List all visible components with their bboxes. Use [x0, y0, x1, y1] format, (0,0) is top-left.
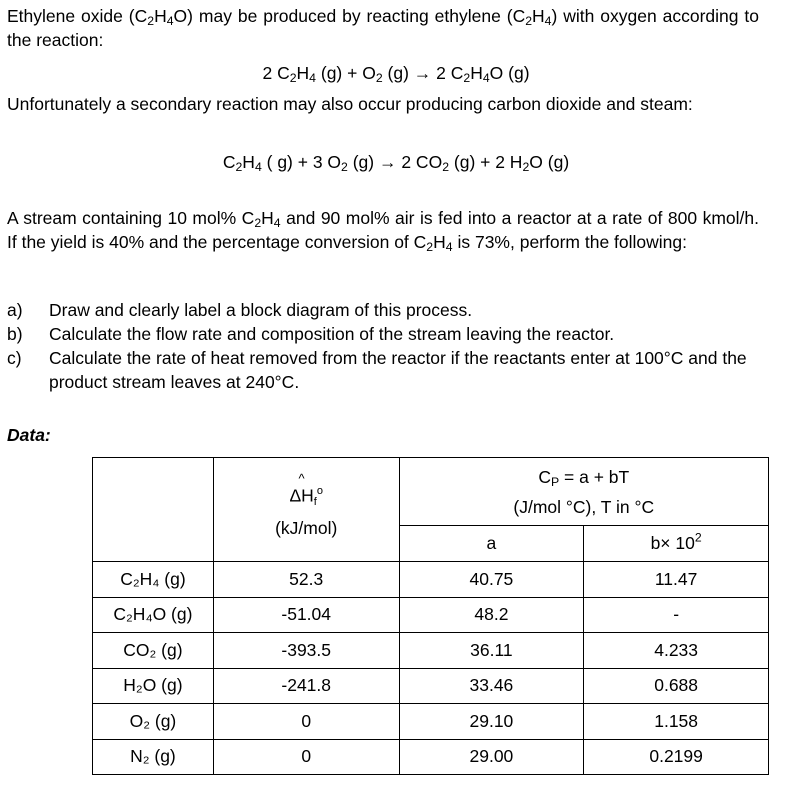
secondary-reaction-equation: $C_2H_4$ ( g) + 3 $O_2$ (g) → 2 $CO_2$ (g) + 2 $H_2O$ (g) — [222, 152, 570, 175]
cp-a-cell: 29.00 — [399, 739, 584, 775]
species-cell: O₂ (g) — [93, 704, 214, 740]
table-row — [93, 633, 769, 669]
cp-b-cell: 4.233 — [584, 633, 769, 669]
cp-a-cell: 48.2 — [399, 597, 584, 633]
species-cell: N₂ (g) — [93, 739, 214, 775]
species-cell: C₂H₄O (g) — [93, 597, 214, 633]
cp-a-cell: 36.11 — [399, 633, 584, 669]
table-row — [93, 739, 769, 775]
delta-h-formation-symbol: ΔH ^ $f^o$ — [289, 471, 323, 508]
enthalpy-cell: 0 — [213, 739, 399, 775]
enthalpy-cell: -241.8 — [213, 668, 399, 704]
enthalpy-header: ΔH ^ $f^o$ (kJ/mol) — [213, 458, 399, 562]
cp-a-cell: 29.10 — [399, 704, 584, 740]
cp-b-cell: 11.47 — [584, 562, 769, 598]
cp-header: $C_P = a$ + bT (J/mol °C), T in °C — [399, 458, 768, 526]
cp-b-header: $b\times 10^2$ — [584, 526, 769, 562]
task-list — [7, 298, 767, 394]
cp-a-header: a — [399, 526, 584, 562]
species-header — [93, 458, 214, 562]
data-table — [92, 457, 769, 775]
table-row — [93, 704, 769, 740]
task-item: b) Calculate the flow rate and composition of the stream leaving the reactor. — [7, 324, 615, 344]
task-item: a) Draw and clearly label a block diagram of this process. — [7, 300, 473, 320]
enthalpy-cell: -393.5 — [213, 633, 399, 669]
intro-paragraph: Ethylene oxide $(C_2H_4O)$ may be produced by reacting ethylene $(C_2H_4)$ with oxygen according to the reaction: — [7, 6, 759, 50]
species-cell: CO₂ (g) — [93, 633, 214, 669]
species-cell: C₂H₄ (g) — [93, 562, 214, 598]
problem-statement: A stream containing 10 mol% $C_2H_4$ and 90 mol% air is fed into a reactor at a rate of 800 kmol/h. If the yield is 40% and the percentage conversion of $C_2H_4$ is 73%, perform the following: — [7, 208, 759, 255]
enthalpy-cell: -51.04 — [213, 597, 399, 633]
enthalpy-cell: 0 — [213, 704, 399, 740]
secondary-reaction-paragraph: Unfortunately a secondary reaction may also occur producing carbon dioxide and steam: — [7, 94, 693, 114]
cp-a-cell: 33.46 — [399, 668, 584, 704]
cp-a-cell: 40.75 — [399, 562, 584, 598]
task-item: c) Calculate the rate of heat removed from the reactor if the reactants enter at 100°C and the product stream leaves at 240°C. — [7, 348, 747, 392]
cp-b-cell: 0.2199 — [584, 739, 769, 775]
cp-b-cell: 0.688 — [584, 668, 769, 704]
data-heading: Data: — [7, 425, 51, 445]
main-reaction-equation: 2 $C_2H_4$ $(g) + O_2$ (g) → 2 $C_2H_4O$ (g) — [262, 63, 530, 86]
table-row — [93, 597, 769, 633]
table-row — [93, 668, 769, 704]
table-row — [93, 562, 769, 598]
cp-b-cell: - — [584, 597, 769, 633]
cp-b-cell: 1.158 — [584, 704, 769, 740]
enthalpy-cell: 52.3 — [213, 562, 399, 598]
species-cell: H₂O (g) — [93, 668, 214, 704]
